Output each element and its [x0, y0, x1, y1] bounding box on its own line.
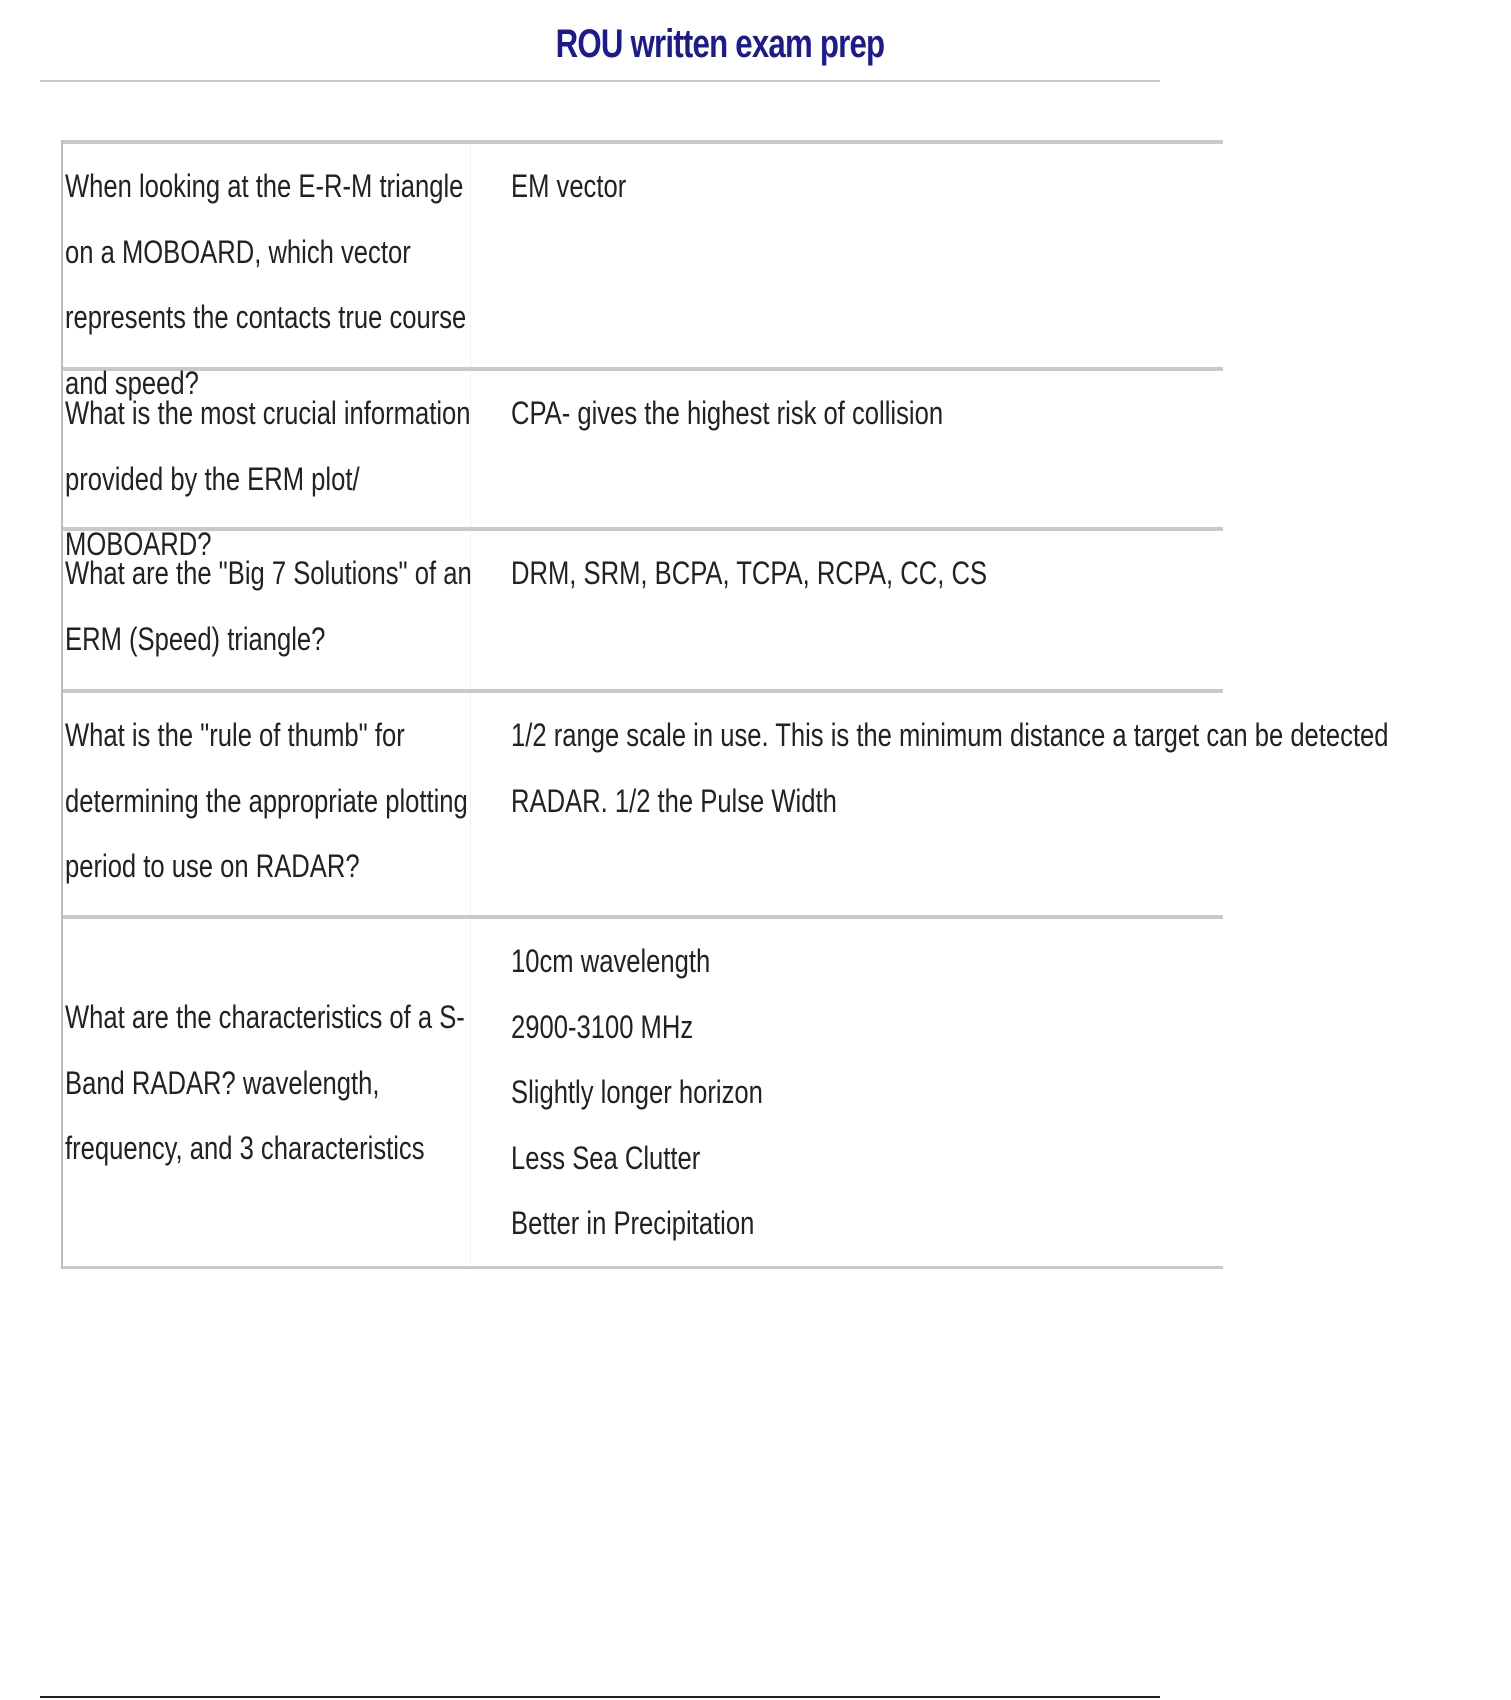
term-text: When looking at the E-R-M triangle on a MOBOARD, which vector represents the contacts true course and speed? — [65, 168, 467, 401]
flashcard-row — [63, 915, 1223, 1269]
term-text: What is the "rule of thumb" for determining the appropriate plotting period to use on RADAR? — [65, 717, 468, 884]
flashcard-row — [63, 140, 1223, 401]
header-divider — [40, 80, 1160, 82]
flashcard-row — [63, 689, 1389, 915]
flashcard-row — [63, 527, 1223, 689]
term-cell — [63, 919, 471, 1266]
term-cell — [63, 531, 471, 689]
definition-line: 1/2 range scale in use. This is the minimum distance a target can be detected — [511, 717, 1389, 753]
term-cell — [63, 693, 471, 915]
definition-line: Slightly longer horizon — [511, 1074, 763, 1110]
footer-divider — [40, 1696, 1160, 1698]
definition-cell — [471, 693, 1511, 915]
term-cell — [63, 371, 471, 562]
term-text: What are the characteristics of a S-Band RADAR? wavelength, frequency, and 3 characteristics — [65, 999, 465, 1167]
definition-line: Better in Precipitation — [511, 1205, 755, 1241]
definition-line: RADAR. 1/2 the Pulse Width — [511, 782, 837, 819]
definition-line: EM vector — [511, 168, 627, 204]
definition-cell — [471, 531, 1511, 689]
definition-line: DRM, SRM, BCPA, TCPA, RCPA, CC, CS — [511, 555, 988, 591]
definition-cell — [471, 144, 1511, 367]
definition-line: 10cm wavelength — [511, 943, 711, 979]
definition-line: Less Sea Clutter — [511, 1139, 701, 1176]
definition-cell — [471, 919, 1511, 1266]
definition-line: 2900-3100 MHz — [511, 1008, 694, 1045]
definition-line: CPA- gives the highest risk of collision — [511, 395, 944, 431]
page-title: ROU written exam prep — [555, 22, 885, 66]
flashcard-table — [61, 140, 1389, 1269]
term-cell — [63, 144, 471, 401]
term-text: What is the most crucial information provided by the ERM plot/ MOBOARD? — [65, 395, 471, 562]
flashcard-row — [63, 367, 1223, 562]
term-text: What are the "Big 7 Solutions" of an ERM (Speed) triangle? — [65, 555, 472, 657]
definition-cell — [471, 371, 1511, 527]
